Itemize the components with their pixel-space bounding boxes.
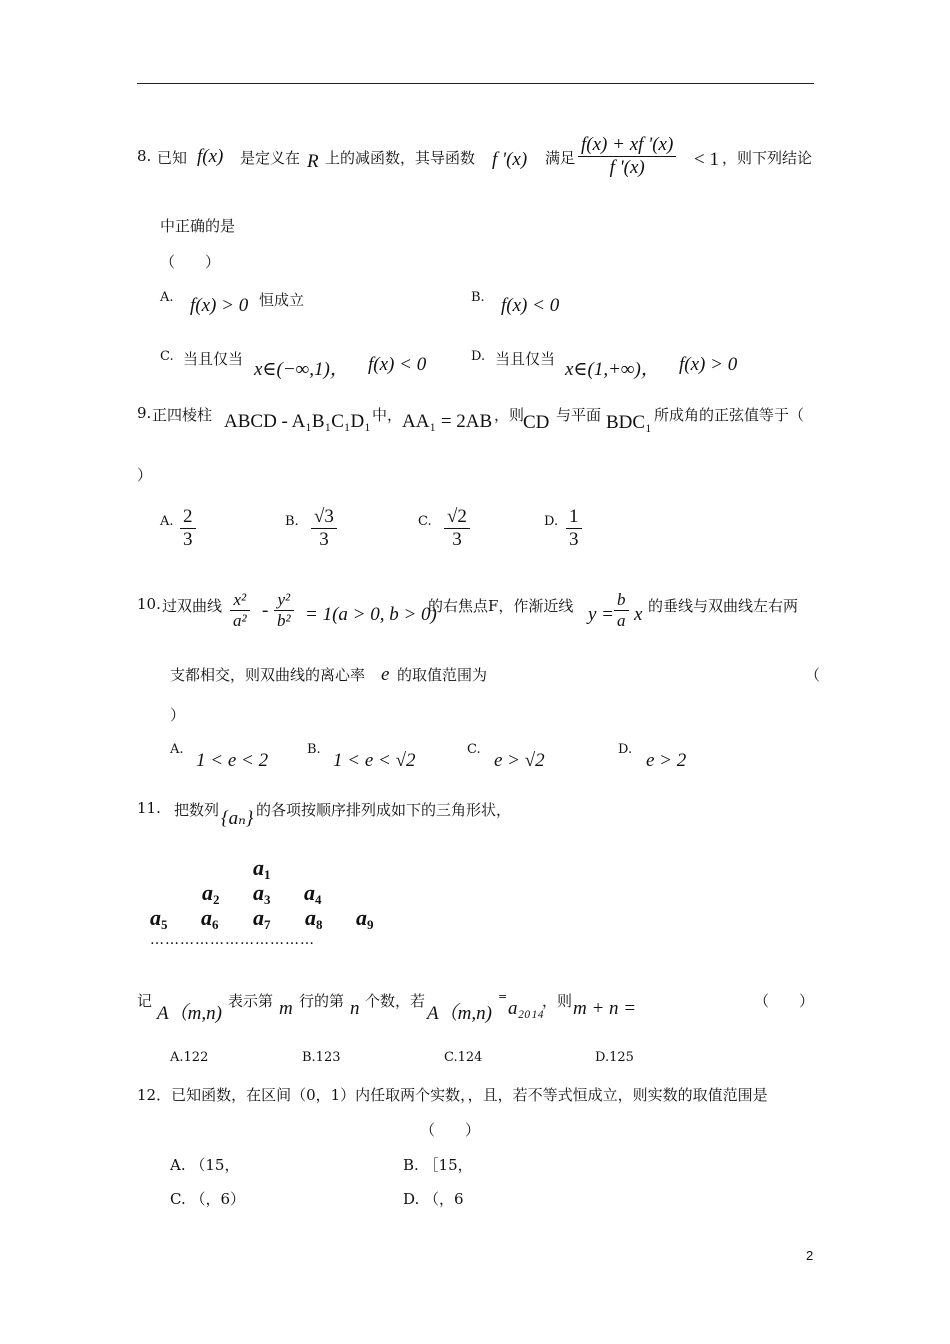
q10-text-2: 的右焦点F，作渐近线 (428, 597, 574, 615)
q10-b: b (614, 590, 629, 611)
q8-text-5: ，则下列结论 (722, 149, 813, 167)
q10-number: 10. (137, 595, 161, 613)
q9-optD-num: 1 (566, 506, 582, 529)
q8-optD-math1: x∈(1,+∞)， (565, 359, 660, 380)
q11-paren: （ ） (754, 992, 815, 1010)
q10-frac-y (274, 590, 294, 631)
q11-optD: D.125 (595, 1050, 634, 1065)
q8-optD-label: D. (471, 349, 486, 364)
q9-optB-label: B. (285, 514, 299, 529)
q9-optA-label: A. (160, 514, 174, 529)
q10-y-eq: y = (588, 604, 615, 625)
q8-text-1: 已知 (157, 149, 188, 167)
q10-optD-math: e > 2 (646, 750, 687, 771)
q11-an: {aₙ} (221, 808, 254, 829)
q11-a2014: a₂₀₁₄ (508, 998, 544, 1019)
q8-frac-den: f '(x) (609, 157, 645, 178)
q9-prism: ABCD - A₁B₁C₁D₁ (224, 411, 371, 432)
q8-R: R (307, 151, 319, 172)
tri-dots: …………………………… (150, 932, 315, 948)
q9-optC-den: 3 (452, 529, 462, 550)
q10-a: a (617, 611, 626, 630)
q12-line1: 12．已知函数，在区间（0，1）内任取两个实数，，且，若不等式恒成立，则实数的取值范围是 (137, 1086, 768, 1104)
q9-CD: CD (523, 412, 550, 433)
tri-a9: a9 (356, 905, 374, 932)
q11-optB: B.123 (302, 1050, 341, 1065)
q9-condition: AA₁ = 2AB (402, 411, 493, 432)
q10-e: e (381, 664, 390, 685)
q11-text-6: 个数，若 (365, 992, 426, 1010)
tri-a2: a2 (202, 880, 220, 907)
q8-optC-text: 当且仅当 (183, 350, 244, 368)
q9-optA-frac (180, 506, 196, 551)
q9-text-2: 中， (372, 406, 403, 424)
q10-frac-ba (614, 590, 629, 631)
q9-optC-num: √2 (444, 506, 470, 529)
q8-optA-math: f(x) > 0 (190, 295, 249, 316)
q12-optA: A. （15， (170, 1156, 240, 1174)
q12-optD: D. （，6 (403, 1190, 464, 1208)
tri-a8: a8 (305, 905, 323, 932)
q8-optA-text: 恒成立 (259, 291, 305, 309)
q8-number: 8. (137, 147, 152, 165)
tri-a3: a3 (253, 880, 271, 907)
q9-optA-num: 2 (180, 506, 196, 529)
q8-text-2: 是定义在 (240, 149, 301, 167)
q8-fraction (578, 134, 676, 179)
q11-text-2: 的各项按顺序排列成如下的三角形状， (256, 801, 512, 819)
q10-equation: = 1(a > 0, b > 0) (305, 604, 437, 625)
q10-x2: x² (230, 590, 250, 611)
q10-a2: a² (233, 611, 247, 630)
q11-m: m (279, 998, 293, 1019)
q9-text-5: 所成角的正弦值等于（ (654, 406, 805, 424)
q11-text-4: 表示第 (228, 992, 274, 1010)
q8-optD-text: 当且仅当 (495, 350, 556, 368)
q10-text-3: 的垂线与双曲线左右两 (648, 597, 799, 615)
q10-text-5: 的取值范围为 (397, 666, 488, 684)
q9-text-1: 正四棱柱 (152, 406, 213, 424)
q11-Amn2: A（m,n) (427, 1003, 492, 1024)
q11-text-1: 把数列 (174, 801, 220, 819)
q9-optB-num: √3 (311, 506, 337, 529)
q9-number: 9. (137, 404, 152, 422)
q11-eq-sign: = (498, 990, 508, 1003)
q9-text-3: ，则 (494, 406, 525, 424)
q10-b2: b² (277, 611, 291, 630)
q9-optC-label: C. (418, 514, 432, 529)
q8-optB-math: f(x) < 0 (501, 295, 560, 316)
q10-x: x (634, 604, 643, 625)
q8-optA-label: A. (160, 290, 174, 305)
q10-y2: y² (274, 590, 294, 611)
q11-n: n (350, 998, 360, 1019)
q8-optB-label: B. (471, 290, 485, 305)
q9-optD-label: D. (544, 514, 559, 529)
q10-text-1: 过双曲线 (162, 597, 223, 615)
q11-optA: A.122 (170, 1050, 209, 1065)
tri-a1: a1 (253, 855, 271, 882)
q10-optC-label: C. (467, 742, 481, 757)
q8-optD-math2: f(x) > 0 (679, 354, 738, 375)
q10-text-4: 支都相交，则双曲线的离心率 (170, 666, 366, 684)
q9-optD-frac (566, 506, 582, 551)
q9-optB-den: 3 (319, 529, 329, 550)
q10-close-paren: ） (170, 706, 186, 724)
q10-optA-label: A. (170, 742, 184, 757)
q9-plane: BDC₁ (606, 412, 652, 433)
q12-paren: （ ） (420, 1121, 481, 1139)
q9-optD-den: 3 (569, 529, 579, 550)
q12-optB: B. ［15， (403, 1156, 473, 1174)
q10-frac-x (230, 590, 250, 631)
header-rule (137, 83, 814, 84)
tri-a7: a7 (253, 905, 271, 932)
q8-text-6: 中正确的是 (160, 217, 236, 235)
q8-optC-label: C. (160, 349, 174, 364)
q11-number: 11. (137, 799, 161, 817)
q10-optB-math: 1 < e < √2 (333, 750, 416, 771)
q10-open-paren: （ (805, 666, 821, 684)
q10-minus: - (262, 600, 269, 621)
q8-paren: （ ） (160, 253, 221, 271)
q8-optC-math2: f(x) < 0 (368, 354, 427, 375)
q10-optA-math: 1 < e < 2 (196, 750, 269, 771)
q11-text-5: 行的第 (299, 992, 345, 1010)
q10-optC-math: e > √2 (494, 750, 545, 771)
q11-Amn: A（m,n) (157, 1003, 222, 1024)
tri-a4: a4 (304, 880, 322, 907)
q8-frac-num: f(x) + xf '(x) (578, 134, 676, 157)
q11-mn: m + n = (573, 998, 637, 1019)
q10-optD-label: D. (618, 742, 633, 757)
q11-text-3: 记 (137, 992, 153, 1010)
q10-optB-label: B. (307, 742, 321, 757)
q12-optC: C. （，6） (170, 1190, 246, 1208)
q9-close-paren: ） (137, 466, 153, 484)
q8-fx: f(x) (197, 146, 224, 167)
q9-optC-frac (444, 506, 470, 551)
q8-optC-math1: x∈(−∞,1)， (254, 359, 349, 380)
q8-fprime: f '(x) (492, 149, 528, 170)
tri-a6: a6 (201, 905, 219, 932)
q11-optC: C.124 (444, 1050, 483, 1065)
tri-a5: a5 (150, 905, 168, 932)
q9-optB-frac (311, 506, 337, 551)
page-number: 2 (806, 1248, 814, 1263)
q8-text-4: 满足 (545, 149, 576, 167)
q8-lt1: < 1 (694, 149, 719, 170)
q11-text-7: ，则 (542, 992, 573, 1010)
q9-optA-den: 3 (183, 529, 193, 550)
q9-text-4: 与平面 (556, 406, 602, 424)
q8-text-3: 上的减函数，其导函数 (325, 149, 476, 167)
